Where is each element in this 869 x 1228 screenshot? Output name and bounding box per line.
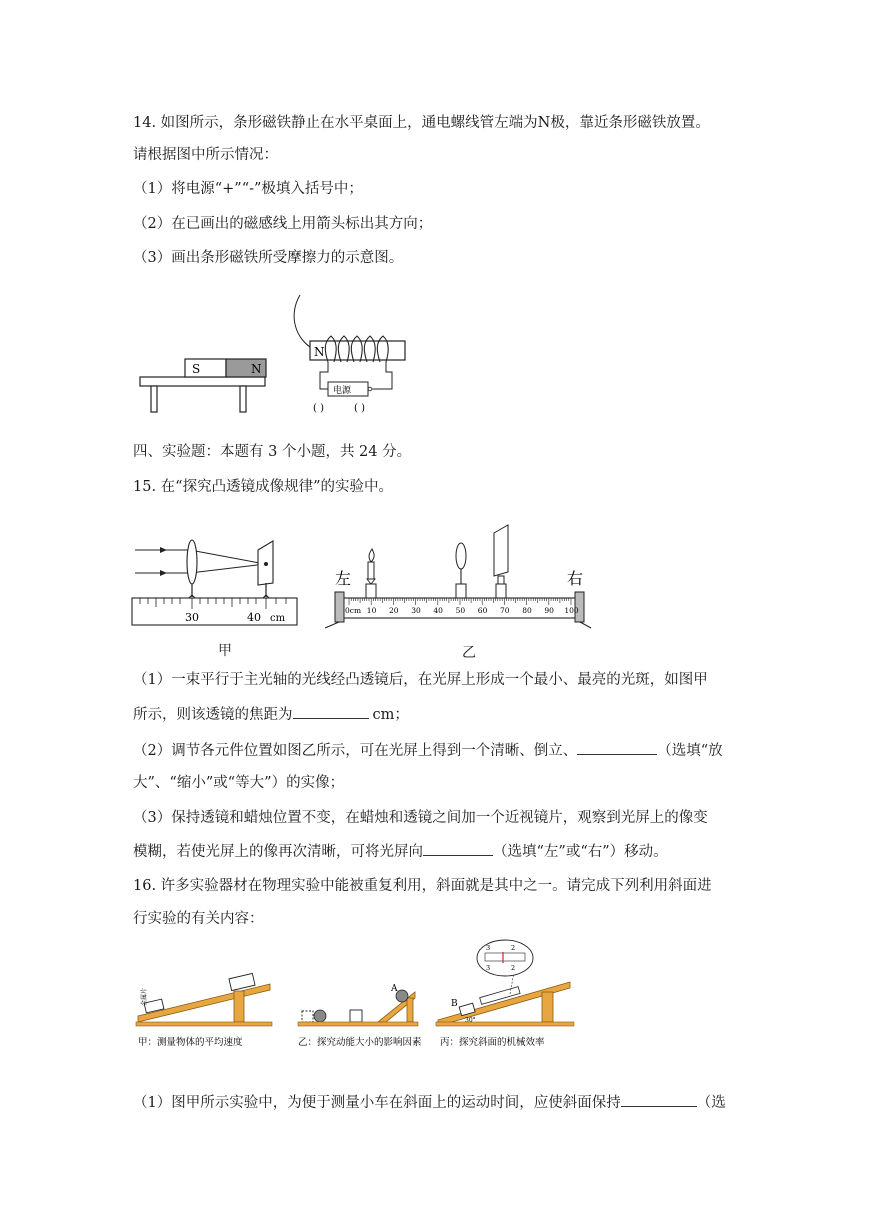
scale-label: 40 xyxy=(433,606,443,615)
candle-stand xyxy=(366,584,376,598)
light-rays xyxy=(135,550,265,573)
lens-yi xyxy=(456,543,466,569)
scale-label: 90 xyxy=(544,606,554,615)
scale-label: 70 xyxy=(500,606,510,615)
lens-yi-base xyxy=(456,584,466,598)
convex-lens xyxy=(187,540,197,584)
q16-p1-pre: （1）图甲所示实验中，为便于测量小车在斜面上的运动时间，应使斜面保持 xyxy=(133,1095,621,1111)
wire-right xyxy=(370,362,392,389)
right-label: 右 xyxy=(567,569,584,588)
answer-blank-focal-length[interactable] xyxy=(293,704,369,719)
q15-figure-yi xyxy=(323,520,593,630)
caption-yi: 乙 xyxy=(462,645,476,661)
q15-p1-pre: 所示，则该透镜的焦距为 xyxy=(133,707,293,723)
unit-cm: cm xyxy=(270,613,286,624)
tick-30: 30 xyxy=(185,611,199,624)
q14-part1: （1）将电源“+”“-”极填入括号中； xyxy=(133,181,363,197)
screen-yi-base xyxy=(496,584,506,598)
screen-yi xyxy=(494,525,508,576)
tick-40: 40 xyxy=(247,611,261,624)
ray-arrow-2 xyxy=(160,570,167,576)
gauge-num-left-top: 3 xyxy=(486,944,491,952)
ball-at-bottom xyxy=(314,1010,326,1022)
section4-heading: 四、实验题：本题有 3 个小题，共 24 分。 xyxy=(133,444,412,460)
q15-p1-post: cm； xyxy=(372,707,409,723)
scale-label: 60 xyxy=(477,606,488,615)
incline-jia-support xyxy=(234,991,244,1022)
q15-p3-line1: （3）保持透镜和蜡烛位置不变，在蜡烛和透镜之间加一个近视镜片，观察到光屏上的像变 xyxy=(133,810,708,826)
q15-p2-post: （选填“放 xyxy=(657,743,723,759)
dashed-block xyxy=(302,1011,313,1022)
ray-arrow-1 xyxy=(160,547,167,553)
light-spot xyxy=(264,562,268,566)
q15-p2-line1 xyxy=(133,740,723,761)
bracket-right: ( ) xyxy=(354,403,365,414)
q16-p1-post: （选 xyxy=(696,1095,726,1111)
ball-a-label: A xyxy=(391,984,398,994)
q14-line1: 14. 如图所示，条形磁铁静止在水平桌面上，通电螺线管左端为N极，靠近条形磁铁放置。 xyxy=(133,115,710,131)
q14-part2: （2）在已画出的磁感线上用箭头标出其方向； xyxy=(133,216,433,232)
base-yi xyxy=(298,1022,418,1026)
block-b-label: B xyxy=(451,999,458,1009)
q15-figure-jia xyxy=(130,535,300,630)
q15-p1-line1: （1）一束平行于主光轴的光线经凸透镜后，在光屏上形成一个最小、最亮的光斑，如图甲 xyxy=(133,672,708,688)
table-top xyxy=(140,377,265,386)
solenoid-n-label: N xyxy=(314,345,325,359)
incline-bing-support xyxy=(542,992,553,1022)
bench-foot-left xyxy=(325,622,339,628)
gauge-num-right-top: 2 xyxy=(511,944,516,952)
power-terminal xyxy=(368,387,372,391)
ball-a xyxy=(396,990,408,1002)
wood-block xyxy=(350,1010,362,1022)
caption-jia: 甲 xyxy=(218,643,232,659)
answer-blank-screen-direction[interactable] xyxy=(423,841,493,856)
power-label: 电源 xyxy=(333,386,352,396)
q16-figure xyxy=(130,936,580,1056)
q15-p3-post: （选填“左”或“右”）移动。 xyxy=(493,844,668,860)
caption-jia-speed: 甲：测量物体的平均速度 xyxy=(138,1037,243,1048)
base-bing xyxy=(436,1022,574,1026)
wire-left xyxy=(320,362,328,389)
gauge-scale xyxy=(485,953,525,961)
candle-holder xyxy=(367,579,375,584)
metal-label: 金属片 xyxy=(141,987,148,1006)
left-label: 左 xyxy=(335,569,352,588)
q15-p2-pre: （2）调节各元件位置如图乙所示，可在光屏上得到一个清晰、倒立、 xyxy=(133,743,578,759)
scale-label: 80 xyxy=(522,606,532,615)
base-jia xyxy=(136,1022,272,1026)
magnet-n-label: N xyxy=(251,362,262,376)
table-leg-right xyxy=(240,386,246,412)
angle-label: 30° xyxy=(465,1017,476,1024)
screen-yi-stand xyxy=(498,576,504,584)
scale-label: 20 xyxy=(389,606,399,615)
incline-yi-support xyxy=(407,998,413,1022)
q16-line1: 16. 许多实验器材在物理实验中能被重复利用，斜面就是其中之一。请完成下列利用斜面进 xyxy=(133,878,712,894)
q15-title: 15. 在“探究凸透镜成像规律”的实验中。 xyxy=(133,479,393,495)
gauge-num-right-bottom: 2 xyxy=(511,964,516,972)
q16-p1 xyxy=(133,1092,726,1113)
scale-label: 0cm xyxy=(345,606,362,615)
scale-label: 10 xyxy=(366,606,377,615)
scale-label: 100 xyxy=(564,606,579,615)
magnet-s-label: S xyxy=(192,362,201,376)
answer-blank-incline[interactable] xyxy=(621,1092,697,1107)
bench-foot-right xyxy=(580,622,591,628)
candle-flame xyxy=(369,549,374,562)
scale-label: 50 xyxy=(455,606,466,615)
gauge-num-left-bottom: 3 xyxy=(486,964,491,972)
q15-p1-line2 xyxy=(133,704,409,725)
q15-p2-line2: 大”、“缩小”或“等大”）的实像； xyxy=(133,775,345,791)
scale-label: 30 xyxy=(411,606,421,615)
bracket-left: ( ) xyxy=(313,403,324,414)
table-leg-left xyxy=(151,386,157,412)
q15-p3-pre: 模糊，若使光屏上的像再次清晰，可将光屏向 xyxy=(133,844,423,860)
q14-figure xyxy=(130,290,420,420)
bench-end-left xyxy=(335,592,344,622)
caption-yi-energy: 乙：探究动能大小的影响因素 xyxy=(298,1037,422,1048)
answer-blank-image-size[interactable] xyxy=(577,740,657,755)
candle xyxy=(368,562,374,579)
q16-line2: 行实验的有关内容： xyxy=(133,911,264,927)
q14-part3: （3）画出条形磁铁所受摩擦力的示意图。 xyxy=(133,250,404,266)
caption-bing-efficiency: 丙：探究斜面的机械效率 xyxy=(440,1037,545,1048)
q15-p3-line2 xyxy=(133,841,668,862)
q14-line2: 请根据图中所示情况： xyxy=(133,147,278,163)
cart xyxy=(229,973,255,990)
